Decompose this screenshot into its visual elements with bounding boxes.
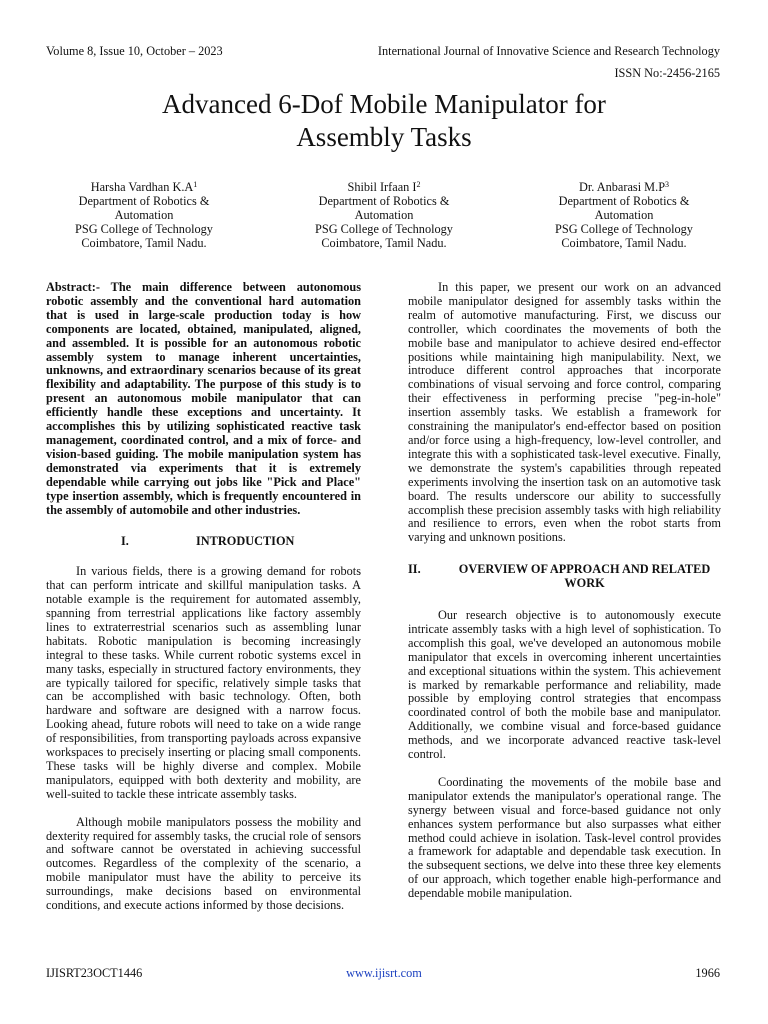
section-title: OVERVIEW OF APPROACH AND RELATED WORK (458, 562, 711, 591)
overview-paragraph-1: Our research objective is to autonomously execute intricate assembly tasks with a high level of sophistication. To accomplish this goal, we've developed an autonomous mobile manipulator that excels in overcoming inherent uncertainties and exceptional situations within the system. This achievement is marked by remarkable performance and reliability, made possible by employing control strategies that encompass coordinated control of both the mobile base and manipulator. Additionally, we combine visual and force-based guidance methods, and we incorporate advanced reactive task-level control. (408, 608, 721, 762)
section-number: I. (121, 534, 129, 549)
header-issn: ISSN No:-2456-2165 (614, 66, 720, 80)
intro-paragraph-3: In this paper, we present our work on an advanced mobile manipulator designed for assembly tasks within the realm of automotive manufacturing. First, we discuss our controller, which coordinates the movements of both the mobile base and manipulator to achieve desired end-effector positions while maintaining high manipulability. Next, we introduce different control approaches that incorporate combinations of visual servoing and force control, comparing their effectiveness in performing precise "peg-in-hole" insertion assembly tasks. We establish a framework for constraining the manipulator's end-effector based on position and/or force using a high-frequency, low-level controller, and integrate this with a sophisticated task-level executive. Finally, we demonstrate the system's capabilities through repeated experiments involving the insertion task on an automotive task board. The results underscore our ability to successfully accomplish these precision assembly tasks with high reliability and resilience to errors, even when the robot starts from varying and unknown positions. (408, 280, 721, 545)
intro-paragraph-1: In various fields, there is a growing demand for robots that can perform intricate and skillful manipulation tasks. A notable example is the requirement for automated assembly, spanning from terrestrial applications like factory assembly lines to extraterrestrial scenarios such as assembling lunar habitats. Robotic manipulation is becoming increasingly integral to these tasks. While current robotic systems excel in many tasks, especially in structured factory environments, they are typically tailored for specific, relatively simple tasks that can be accomplished with basic technology. Often, both hardware and software are designed with a narrow focus. Looking ahead, future robots will need to take on a wide range of responsibilities, from transporting payloads across expansive workspaces to precisely inserting or placing small components. These tasks will be highly diverse and complex. Mobile manipulators, equipped with both dexterity and mobility, are well-suited to tackle these intricate assembly tasks. (46, 564, 361, 801)
author-name: Dr. Anbarasi M.P (578, 180, 666, 194)
section-heading-introduction (46, 535, 361, 549)
section-heading-overview (408, 563, 721, 591)
author-department-cont: Automation (114, 208, 174, 222)
author-city: Coimbatore, Tamil Nadu. (81, 236, 207, 250)
footer-page-number: 1966 (695, 966, 720, 980)
header-journal-name: International Journal of Innovative Science and Research Technology (377, 44, 720, 58)
overview-paragraph-2: Coordinating the movements of the mobile base and manipulator extends the manipulator's operational range. The synergy between visual and force-based guidance not only enhances system performance but also surpasses what either method could achieve in isolation. Task-level control provides a framework for adaptable and dependable task execution. In the subsequent sections, we delve into these three key elements of our approach, which together enable high-performance and dependable mobile manipulation. (408, 774, 721, 901)
author-city: Coimbatore, Tamil Nadu. (561, 236, 687, 250)
author-block-1 (24, 180, 264, 250)
author-college: PSG College of Technology (315, 222, 453, 236)
author-block-3 (504, 180, 744, 250)
header-volume: Volume 8, Issue 10, October – 2023 (46, 44, 223, 58)
paper-title-line2: Assembly Tasks (296, 122, 472, 152)
author-department: Department of Robotics & (318, 194, 450, 208)
author-college: PSG College of Technology (555, 222, 693, 236)
section-number: II. (408, 562, 421, 577)
right-column (408, 281, 721, 901)
author-name: Shibil Irfaan I (347, 180, 417, 194)
author-department-cont: Automation (354, 208, 414, 222)
author-college: PSG College of Technology (75, 222, 213, 236)
author-name: Harsha Vardhan K.A (90, 180, 194, 194)
author-affiliation-mark: 1 (193, 180, 198, 189)
author-affiliation-mark: 3 (665, 180, 670, 189)
author-department: Department of Robotics & (558, 194, 690, 208)
left-column (46, 281, 361, 913)
author-department-cont: Automation (594, 208, 654, 222)
author-city: Coimbatore, Tamil Nadu. (321, 236, 447, 250)
paper-title (0, 88, 768, 154)
footer-paper-id: IJISRT23OCT1446 (46, 966, 143, 980)
section-title: INTRODUCTION (196, 534, 295, 549)
author-department: Department of Robotics & (78, 194, 210, 208)
intro-paragraph-2: Although mobile manipulators possess the mobility and dexterity required for assembly tasks, the crucial role of sensors and software cannot be overstated in achieving successful outcomes. Regardless of the complexity of the scenario, a mobile manipulator must have the ability to perceive its surroundings, make decisions based on environmental conditions, and execute actions informed by those decisions. (46, 814, 361, 913)
abstract: Abstract:- The main difference between autonomous robotic assembly and the conventional hard automation that is used in large-scale production today is how components are located, obtained, manipulated, aligned, and assembled. It is possible for an autonomous robotic assembly system to manage inherent uncertainties, unknowns, and extraordinary scenarios because of its great flexibility and adaptability. The purpose of this study is to present an autonomous mobile manipulator that can efficiently handle these exceptions and uncertainty. It accomplishes this by utilizing sophisticated reactive task management, coordinated control, and a mix of force- and vision-based guiding. The mobile manipulation system has demonstrated via experiments that it is extremely dependable while carrying out jobs like "Pick and Place" type insertion assembly, which is frequently encountered in the assembly of automobile and other industries. (46, 280, 361, 517)
author-block-2 (264, 180, 504, 250)
footer-website-link[interactable]: www.ijisrt.com (346, 966, 422, 980)
paper-title-line1: Advanced 6-Dof Mobile Manipulator for (162, 89, 606, 119)
author-affiliation-mark: 2 (416, 180, 421, 189)
